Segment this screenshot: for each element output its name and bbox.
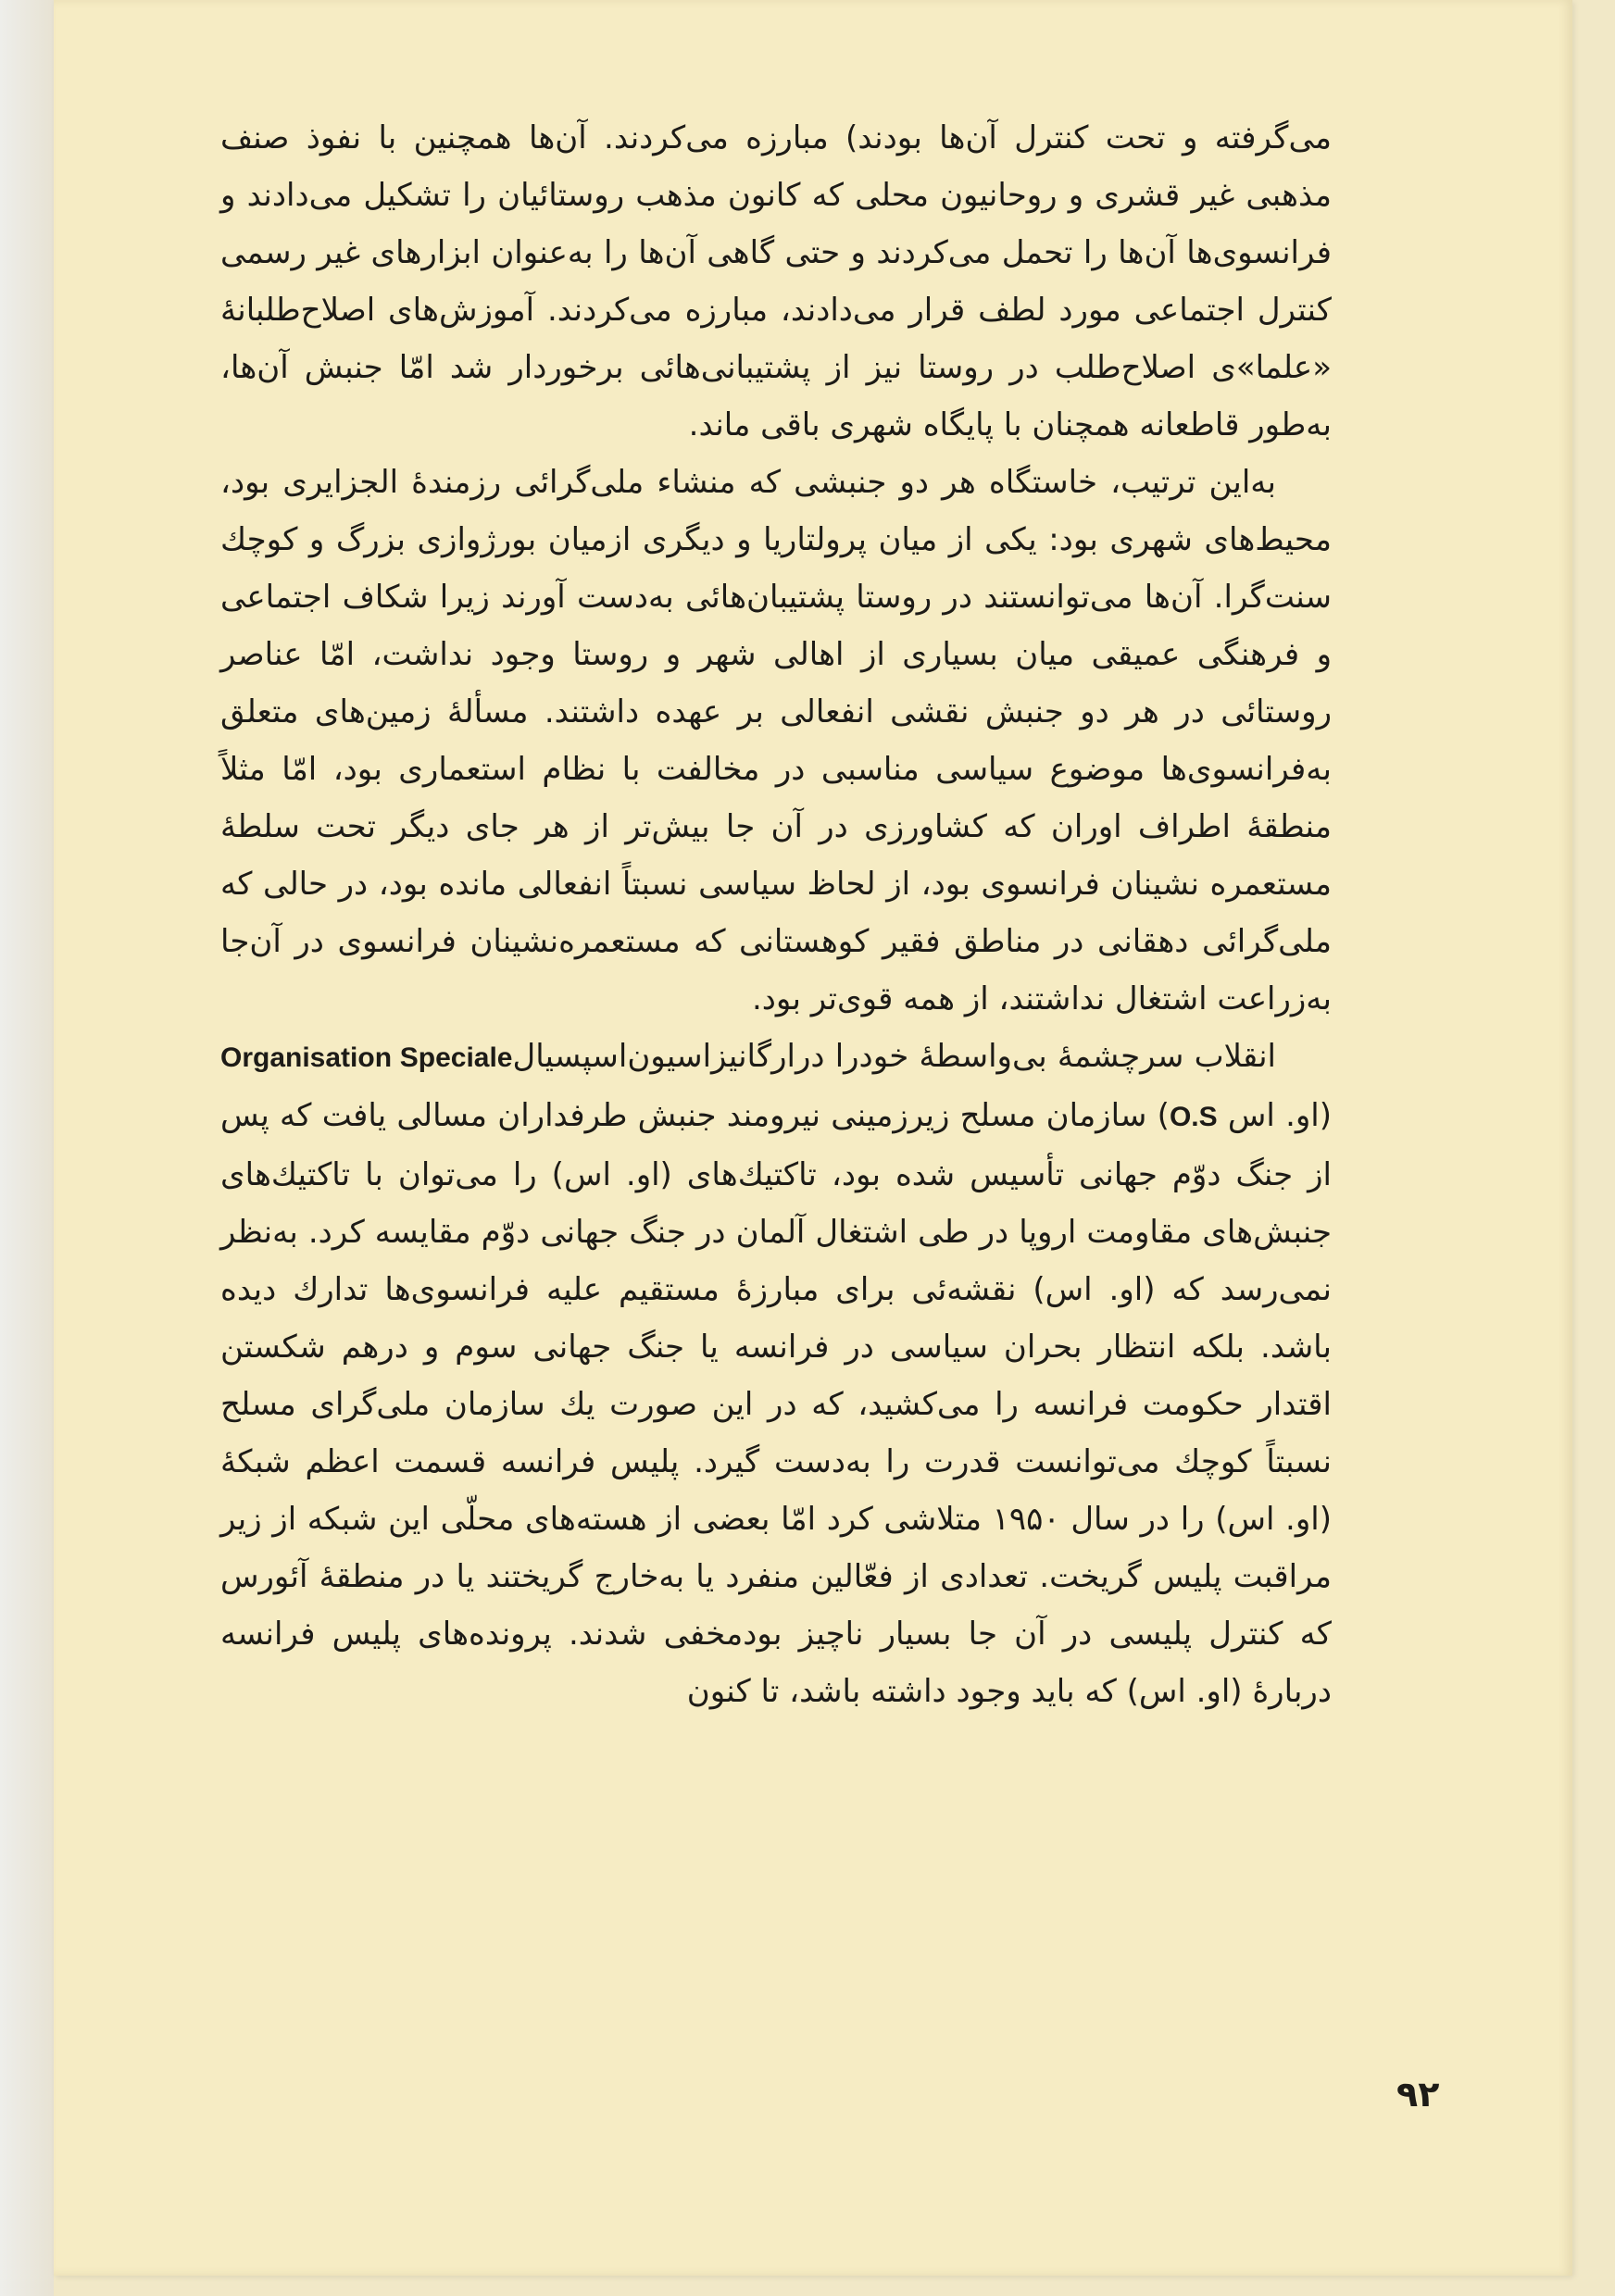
paragraph-3-part-3: ) سازمان مسلح زیرزمینی نیرومند جنبش طرفداران مسالی یافت که پس از جنگ دوّم جهانی تأسیس شده بود، تاکتیك‌های (او. اس) را می‌توان با تاکتیك‌های جنبش‌های مقاومت اروپا در طی اشتغال آلمان در جنگ جهانی دوّم مقایسه کرد. به‌نظر نمی‌رسد که (او. اس) نقشه‌ئی برای مبارزهٔ مستقیم علیه فرانسوی‌ها تدارك دیده باشد. بلکه انتظار بحران سیاسی در فرانسه یا جنگ جهانی سوم و درهم شکستن اقتدار حکومت فرانسه را می‌کشید، که در این صورت یك سازمان ملی‌گرای مسلح نسبتاً کوچك می‌توانست قدرت را به‌دست گیرد. پلیس فرانسه قسمت اعظم شبکهٔ (او. اس) را در سال ۱۹۵۰ متلاشی کرد امّا بعضی از هسته‌های محلّی این شبکه از زیر مراقبت پلیس گریخت. تعدادی از فعّالین منفرد یا به‌خارج گریختند یا در منطقهٔ آئورس که کنترل پلیسی در آن جا بسیار ناچیز بودمخفی شدند. پرونده‌های پلیس فرانسه دربارهٔ (او. اس) که باید وجود داشته باشد، تا کنون	[220, 1097, 1332, 1710]
paragraph-1: می‌گرفته و تحت کنترل آن‌ها بودند) مبارزه می‌کردند. آن‌ها همچنین با نفوذ صنف مذهبی غیر قشری و روحانیون محلی که کانون مذهب روستائیان را تشکیل می‌دادند و فرانسوی‌ها آن‌ها را تحمل می‌کردند و حتی گاهی آن‌ها را به‌عنوان ابزارهای غیر رسمی کنترل اجتماعی مورد لطف قرار می‌دادند، مبارزه می‌کردند. آموزش‌های اصلاح‌طلبانهٔ «علما»ی اصلاح‌طلب در روستا نیز از پشتیبانی‌هائی برخوردار شد امّا جنبش آن‌ها، به‌طور قاطعانه همچنان با پایگاه شهری باقی ماند.	[220, 119, 1332, 443]
os-abbreviation: O.S	[1169, 1102, 1218, 1132]
page-number: ۹۲	[1396, 2074, 1440, 2115]
paragraph-3-part-1: انقلاب سرچشمهٔ بی‌واسطهٔ خودرا درارگانیزاسیون‌اسپسیال	[512, 1038, 1276, 1075]
paragraph-3-part-2: (او. اس	[1227, 1097, 1333, 1134]
organisation-speciale-term: Organisation Speciale	[220, 1042, 513, 1073]
paragraph-2: به‌این ترتیب، خاستگاه هر دو جنبشی که منشاء ملی‌گرائی رزمندهٔ الجزایری بود، محیط‌های شهری بود: یکی از میان پرولتاریا و دیگری ازمیان بورژوازی بزرگ و کوچك سنت‌گرا. آن‌ها می‌توانستند در روستا پشتیبان‌هائی به‌دست آورند زیرا شکاف اجتماعی و فرهنگی عمیقی میان بسیاری از اهالی شهر و روستا وجود نداشت، امّا عناصر روستائی در هر دو جنبش نقشی انفعالی بر عهده داشتند. مسألهٔ زمین‌های متعلق به‌فرانسوی‌ها موضوع سیاسی مناسبی در مخالفت با نظام استعماری بود، امّا مثلاً منطقهٔ اطراف اوران که کشاورزی در آن جا بیش‌تر از هر جای دیگر تحت سلطهٔ مستعمره نشینان فرانسوی بود، از لحاظ سیاسی نسبتاً انفعالی مانده بود، در حالی که ملی‌گرائی دهقانی در مناطق فقیر کوهستانی که مستعمره‌نشینان فرانسوی در آن‌جا به‌زراعت اشتغال نداشتند، از همه قوی‌تر بود.	[220, 464, 1332, 1017]
body-text	[220, 109, 1332, 1720]
paragraph-3	[220, 1028, 1332, 1720]
scan-margin	[0, 0, 54, 2296]
